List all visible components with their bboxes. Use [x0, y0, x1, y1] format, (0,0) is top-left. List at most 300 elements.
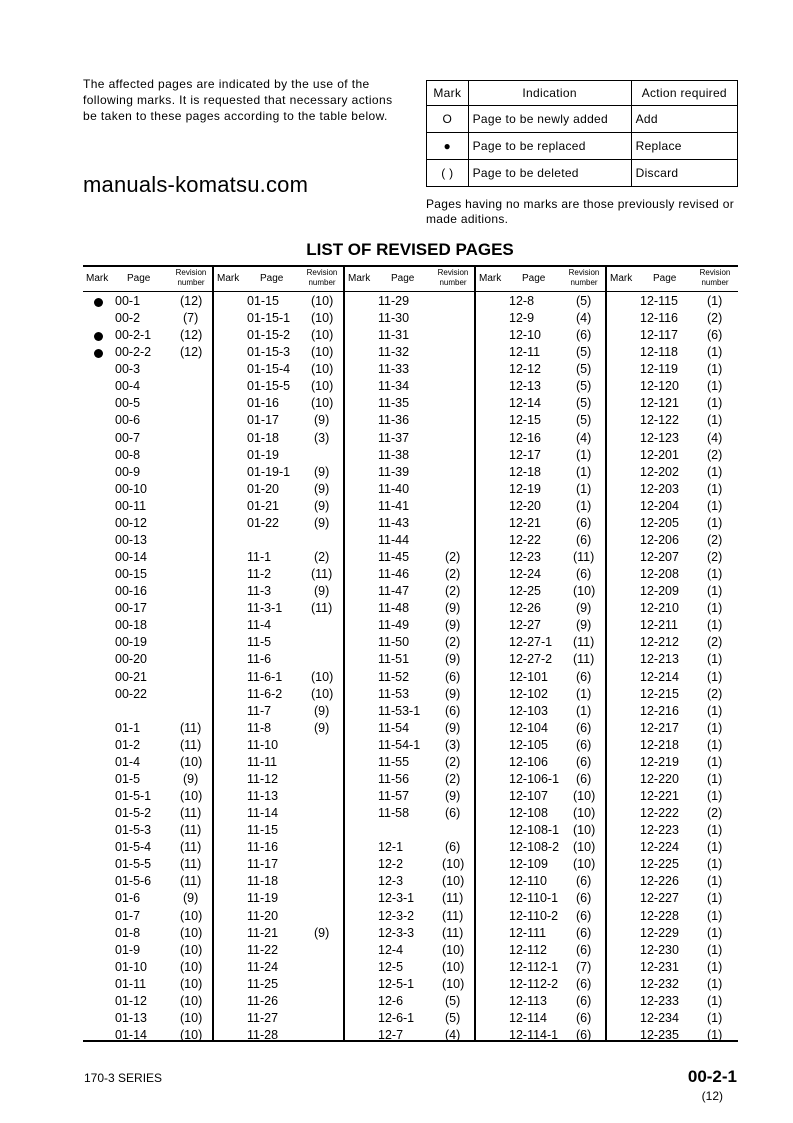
header-revision: [171, 268, 211, 288]
page-number: 12-233: [640, 993, 679, 1008]
page-number: 01-5-1: [115, 789, 152, 804]
page-number: 12-206: [640, 532, 679, 547]
header-revision-text: number: [177, 278, 205, 287]
page-number: 01-14: [115, 1028, 147, 1042]
revision-number: (2): [707, 635, 723, 650]
page-number: 11-8: [247, 720, 272, 735]
page-number: 12-118: [640, 345, 678, 360]
page-number: 12-207: [640, 550, 679, 565]
page-number: 11-1: [247, 550, 272, 565]
revision-number: (1): [576, 498, 592, 513]
page-number: 12-108: [509, 806, 548, 821]
revision-number: (1): [707, 464, 723, 479]
page-number: 01-19-1: [247, 464, 291, 479]
page-number: 11-56: [378, 771, 410, 786]
revision-number: (9): [314, 515, 330, 530]
revision-number: (9): [314, 584, 330, 599]
header-revision-text: number: [308, 278, 336, 287]
revision-number: (6): [707, 328, 723, 343]
page-number: 01-10: [115, 959, 147, 974]
legend-header-indication: Indication: [468, 81, 631, 106]
header-page: Page: [391, 273, 415, 284]
revision-number: (1): [576, 447, 592, 462]
revision-number: (6): [576, 976, 592, 991]
revision-number: (2): [445, 550, 461, 565]
page-number: 12-108-2: [509, 840, 560, 855]
revision-number: (6): [576, 515, 592, 530]
header-page: Page: [653, 273, 677, 284]
page-number: 01-22: [247, 515, 279, 530]
revision-number: (11): [180, 806, 202, 821]
page-number: 01-15-3: [247, 345, 291, 360]
page-number: 11-26: [247, 993, 279, 1008]
page-number: 00-22: [115, 686, 147, 701]
revision-number: (9): [445, 789, 461, 804]
revision-number: (1): [707, 908, 723, 923]
header-page: Page: [522, 273, 546, 284]
page-number: 12-234: [640, 1010, 679, 1025]
page-number: 11-37: [378, 430, 410, 445]
page-number: 12-227: [640, 891, 679, 906]
revision-number: (6): [576, 925, 592, 940]
header-mark: Mark: [610, 273, 633, 284]
page-number: 01-4: [115, 754, 141, 769]
revision-number: (10): [573, 840, 596, 855]
page-number: 12-107: [509, 789, 548, 804]
page-number: 11-18: [247, 874, 279, 889]
revision-number: (10): [442, 976, 465, 991]
page-number: 00-19: [115, 635, 147, 650]
revision-number: (6): [576, 720, 592, 735]
revision-number: (10): [180, 1010, 203, 1025]
page-number: 12-11: [509, 345, 541, 360]
revision-number: (1): [707, 584, 723, 599]
page-number: 01-21: [247, 498, 279, 513]
table-column-group: [476, 267, 607, 1040]
page-number: 11-40: [378, 481, 410, 496]
revision-number: (5): [576, 396, 592, 411]
header-revision-text: Revision: [568, 268, 600, 277]
page-number: 01-18: [247, 430, 279, 445]
page-number: 12-123: [640, 430, 679, 445]
page-number: 12-9: [509, 311, 535, 326]
revision-number: (10): [573, 789, 596, 804]
page-number: 01-5: [115, 771, 141, 786]
revision-number: (10): [311, 362, 334, 377]
page-number: 00-1: [115, 294, 141, 308]
legend-action: Discard: [631, 160, 737, 187]
page-number: 12-201: [640, 447, 679, 462]
revision-number: (1): [707, 857, 723, 872]
revision-number: (3): [445, 737, 461, 752]
revision-number: (1): [707, 345, 723, 360]
revision-number: (10): [442, 942, 465, 957]
watermark: manuals-komatsu.com: [83, 172, 309, 197]
revision-number: (6): [445, 703, 461, 718]
page-number: 00-14: [115, 550, 147, 565]
revision-number: (1): [707, 874, 723, 889]
revision-number: (10): [311, 379, 334, 394]
page-number: 01-19: [247, 447, 279, 462]
revision-number: (1): [707, 379, 723, 394]
page-number: 12-2: [378, 857, 404, 872]
page-number: 11-25: [247, 976, 279, 991]
page-number: 11-57: [378, 789, 410, 804]
revision-number: (1): [576, 686, 592, 701]
page-number: 12-210: [640, 601, 679, 616]
page-number: 12-21: [509, 515, 541, 530]
revision-number: (2): [314, 550, 330, 565]
page-number: 11-2: [247, 567, 272, 582]
header-revision: [695, 268, 735, 288]
page-number: 11-43: [378, 515, 410, 530]
page-number: 01-15: [247, 294, 279, 308]
page-number: 12-3-1: [378, 891, 415, 906]
header-revision: [433, 268, 473, 288]
page-number: 01-15-1: [247, 311, 291, 326]
footer-page-number: 00-2-1: [687, 1067, 737, 1086]
page-number: 01-5-3: [115, 823, 152, 838]
page-number: 11-48: [378, 601, 410, 616]
page-number: 11-34: [378, 379, 410, 394]
header-mark: Mark: [86, 273, 109, 284]
revision-number: (6): [576, 908, 592, 923]
intro-text: The affected pages are indicated by the use of the following marks. It is requested that necessary actions be taken to these pages according to the table below.: [83, 77, 393, 123]
page-number: 12-12: [509, 362, 541, 377]
page-number: 12-209: [640, 584, 679, 599]
page-number: 01-8: [115, 925, 141, 940]
page-number: 00-7: [115, 430, 141, 445]
page-number: 12-6-1: [378, 1010, 415, 1025]
page-number: 11-33: [378, 362, 410, 377]
page-number: 12-3: [378, 874, 404, 889]
page-number: 12-205: [640, 515, 679, 530]
revision-number: (6): [576, 942, 592, 957]
revision-number: (11): [180, 823, 202, 838]
header-mark: Mark: [348, 273, 371, 284]
page-number: 12-27-1: [509, 635, 553, 650]
page-number: 00-11: [115, 498, 147, 513]
page-number: 12-230: [640, 942, 679, 957]
page-number: 11-15: [247, 823, 279, 838]
page-number: 12-19: [509, 481, 541, 496]
page-number: 00-17: [115, 601, 147, 616]
legend-action: Replace: [631, 133, 737, 160]
page-number: 12-223: [640, 823, 679, 838]
page-number: 00-2-2: [115, 345, 152, 360]
page-number: 00-4: [115, 379, 141, 394]
revision-number: (1): [707, 720, 723, 735]
page-number: 00-12: [115, 515, 147, 530]
revision-number: (6): [576, 891, 592, 906]
page-number: 12-216: [640, 703, 679, 718]
page-number: 12-110-2: [509, 908, 559, 923]
legend-header-action: Action required: [631, 81, 737, 106]
page-number: 12-6: [378, 993, 404, 1008]
page-number: 11-6: [247, 652, 272, 667]
revision-number: (10): [573, 806, 596, 821]
page-number: 12-105: [509, 737, 548, 752]
page-number: 12-10: [509, 328, 541, 343]
page-number: 11-38: [378, 447, 410, 462]
page-number: 12-204: [640, 498, 679, 513]
page-number: 12-222: [640, 806, 679, 821]
table-column-group: [345, 267, 476, 1040]
page-number: 12-212: [640, 635, 679, 650]
revision-number: (1): [707, 1010, 723, 1025]
page-number: 12-115: [640, 294, 678, 308]
page-number: 12-111: [509, 925, 547, 940]
footer-revision: (12): [701, 1089, 723, 1103]
page-number: 12-121: [640, 396, 679, 411]
page-number: 12-203: [640, 481, 679, 496]
revision-number: (10): [573, 857, 596, 872]
page-title: LIST OF REVISED PAGES: [306, 240, 514, 259]
header-revision: [302, 268, 342, 288]
page-number: 11-14: [247, 806, 279, 821]
revision-number: (9): [445, 618, 461, 633]
page-number: 12-202: [640, 464, 679, 479]
revision-number: (5): [576, 294, 592, 308]
header-revision-text: number: [570, 278, 598, 287]
page-number: 11-4: [247, 618, 272, 633]
page-number: 12-114-1: [509, 1028, 559, 1042]
page-number: 12-3-3: [378, 925, 415, 940]
revision-number: (10): [442, 874, 465, 889]
page-number: 12-232: [640, 976, 679, 991]
page-number: 11-6-2: [247, 686, 283, 701]
revision-number: (5): [576, 345, 592, 360]
page-number: 12-214: [640, 669, 679, 684]
revision-number: (1): [707, 362, 723, 377]
page-number: 11-50: [378, 635, 410, 650]
revision-number: (11): [180, 737, 202, 752]
page-number: 12-110-1: [509, 891, 559, 906]
page-number: 12-27-2: [509, 652, 553, 667]
page-number: 00-20: [115, 652, 147, 667]
revision-number: (4): [576, 430, 592, 445]
page-number: 11-20: [247, 908, 279, 923]
page-number: 12-208: [640, 567, 679, 582]
revision-number: (1): [707, 294, 723, 308]
revision-number: (4): [707, 430, 723, 445]
revision-number: (11): [573, 635, 595, 650]
revision-number: (1): [707, 976, 723, 991]
header-revision-text: Revision: [175, 268, 207, 277]
revision-number: (1): [707, 823, 723, 838]
page-number: 01-5-5: [115, 857, 152, 872]
page-number: 12-235: [640, 1028, 679, 1042]
revision-number: (2): [445, 771, 461, 786]
revision-number: (9): [445, 686, 461, 701]
table-column-group: [607, 267, 738, 1040]
page-number: 12-104: [509, 720, 548, 735]
page-number: 12-20: [509, 498, 541, 513]
revision-number: (11): [573, 550, 595, 565]
revision-number: (9): [314, 413, 330, 428]
page-number: 11-3: [247, 584, 272, 599]
page-number: 00-6: [115, 413, 141, 428]
page-number: 11-52: [378, 669, 410, 684]
replaced-mark-icon: [94, 332, 103, 341]
page-number: 01-12: [115, 993, 147, 1008]
revision-number: (1): [707, 959, 723, 974]
revised-pages-table: [83, 265, 738, 1042]
page-number: 11-16: [247, 840, 279, 855]
header-revision-text: Revision: [437, 268, 469, 277]
page-number: 12-221: [640, 789, 679, 804]
revision-number: (11): [180, 720, 202, 735]
legend-indication: Page to be replaced: [468, 133, 631, 160]
mark-legend-table: [426, 80, 738, 187]
revision-number: (11): [180, 840, 202, 855]
header-revision-text: number: [439, 278, 467, 287]
page-number: 00-15: [115, 567, 147, 582]
revision-number: (12): [180, 345, 203, 360]
revision-number: (10): [180, 959, 203, 974]
revision-number: (1): [576, 481, 592, 496]
revision-number: (9): [183, 891, 199, 906]
revision-number: (7): [183, 311, 199, 326]
page-number: 11-45: [378, 550, 410, 565]
revision-number: (10): [573, 823, 596, 838]
header-revision-text: Revision: [699, 268, 731, 277]
page-number: 11-10: [247, 737, 279, 752]
revision-number: (11): [311, 601, 333, 616]
revision-number: (10): [311, 345, 334, 360]
revision-number: (6): [576, 993, 592, 1008]
revision-number: (6): [576, 532, 592, 547]
page-number: 12-112-1: [509, 959, 559, 974]
replaced-mark-icon: [94, 349, 103, 358]
page-number: 01-5-4: [115, 840, 152, 855]
page-number: 11-32: [378, 345, 410, 360]
legend-indication: Page to be newly added: [468, 106, 631, 133]
legend-mark-delete: ( ): [427, 160, 469, 187]
revision-number: (11): [180, 857, 202, 872]
revision-number: (9): [576, 601, 592, 616]
page-number: 11-58: [378, 806, 410, 821]
revision-number: (6): [576, 771, 592, 786]
page-number: 11-30: [378, 311, 410, 326]
page-number: 11-41: [378, 498, 410, 513]
page-number: 12-14: [509, 396, 541, 411]
revision-number: (2): [707, 447, 723, 462]
page-number: 12-213: [640, 652, 679, 667]
page-number: 12-3-2: [378, 908, 415, 923]
page-number: 12-5: [378, 959, 404, 974]
revision-number: (6): [445, 806, 461, 821]
revision-number: (11): [311, 567, 333, 582]
page-number: 01-15-2: [247, 328, 291, 343]
page-number: 01-5-6: [115, 874, 152, 889]
revision-number: (9): [314, 464, 330, 479]
page-number: 12-114: [509, 1010, 547, 1025]
revision-number: (6): [445, 840, 461, 855]
footer-series: 170-3 SERIES: [84, 1071, 163, 1085]
revision-number: (1): [707, 703, 723, 718]
revision-number: (11): [442, 925, 464, 940]
legend-action: Add: [631, 106, 737, 133]
page-number: 12-27: [509, 618, 541, 633]
revision-number: (2): [707, 532, 723, 547]
page-number: 11-5: [247, 635, 272, 650]
page-number: 12-16: [509, 430, 541, 445]
page-number: 11-12: [247, 771, 279, 786]
revision-number: (11): [180, 874, 202, 889]
legend-indication: Page to be deleted: [468, 160, 631, 187]
page-number: 00-18: [115, 618, 147, 633]
page-number: 12-102: [509, 686, 548, 701]
page-number: 12-25: [509, 584, 541, 599]
page-number: 01-20: [247, 481, 279, 496]
page-number: 12-110: [509, 874, 547, 889]
page-number: 12-117: [640, 328, 678, 343]
page-number: 12-225: [640, 857, 679, 872]
revision-number: (6): [576, 1010, 592, 1025]
revision-number: (1): [707, 669, 723, 684]
revision-number: (11): [442, 891, 464, 906]
revision-number: (1): [707, 993, 723, 1008]
revision-number: (1): [707, 618, 723, 633]
page-number: 11-22: [247, 942, 279, 957]
revision-number: (6): [445, 669, 461, 684]
page-number: 11-21: [247, 925, 279, 940]
revision-number: (1): [707, 567, 723, 582]
page-number: 12-122: [640, 413, 679, 428]
page-number: 12-112: [509, 942, 547, 957]
revision-number: (1): [707, 515, 723, 530]
revision-number: (10): [311, 294, 334, 308]
legend-mark-replace: ●: [427, 133, 469, 160]
page-number: 11-35: [378, 396, 410, 411]
page-number: 11-28: [247, 1028, 279, 1042]
header-page: Page: [260, 273, 284, 284]
page-number: 11-13: [247, 789, 279, 804]
page-number: 11-47: [378, 584, 410, 599]
page-number: 11-54-1: [378, 737, 421, 752]
revision-number: (5): [576, 379, 592, 394]
page-number: 12-106: [509, 754, 548, 769]
table-column-group: [214, 267, 345, 1040]
revision-number: (9): [576, 618, 592, 633]
page-number: 12-26: [509, 601, 541, 616]
page-number: 11-46: [378, 567, 410, 582]
page-number: 11-24: [247, 959, 279, 974]
legend-mark-add: O: [427, 106, 469, 133]
page-number: 12-106-1: [509, 771, 560, 786]
revision-number: (9): [314, 481, 330, 496]
page-number: 11-53-1: [378, 703, 421, 718]
page-number: 11-27: [247, 1010, 279, 1025]
page-number: 12-1: [378, 840, 404, 855]
revision-number: (1): [707, 942, 723, 957]
legend-header-mark: Mark: [427, 81, 469, 106]
page-number: 11-54: [378, 720, 410, 735]
page-number: 12-109: [509, 857, 548, 872]
revision-number: (9): [183, 771, 199, 786]
page-number: 12-4: [378, 942, 404, 957]
header-mark: Mark: [479, 273, 502, 284]
page-number: 11-11: [247, 754, 278, 769]
revision-number: (10): [311, 669, 334, 684]
page-number: 01-15-4: [247, 362, 291, 377]
page-number: 12-13: [509, 379, 541, 394]
header-revision-text: number: [701, 278, 729, 287]
revision-number: (1): [707, 771, 723, 786]
page-number: 12-15: [509, 413, 541, 428]
revision-number: (10): [180, 925, 203, 940]
